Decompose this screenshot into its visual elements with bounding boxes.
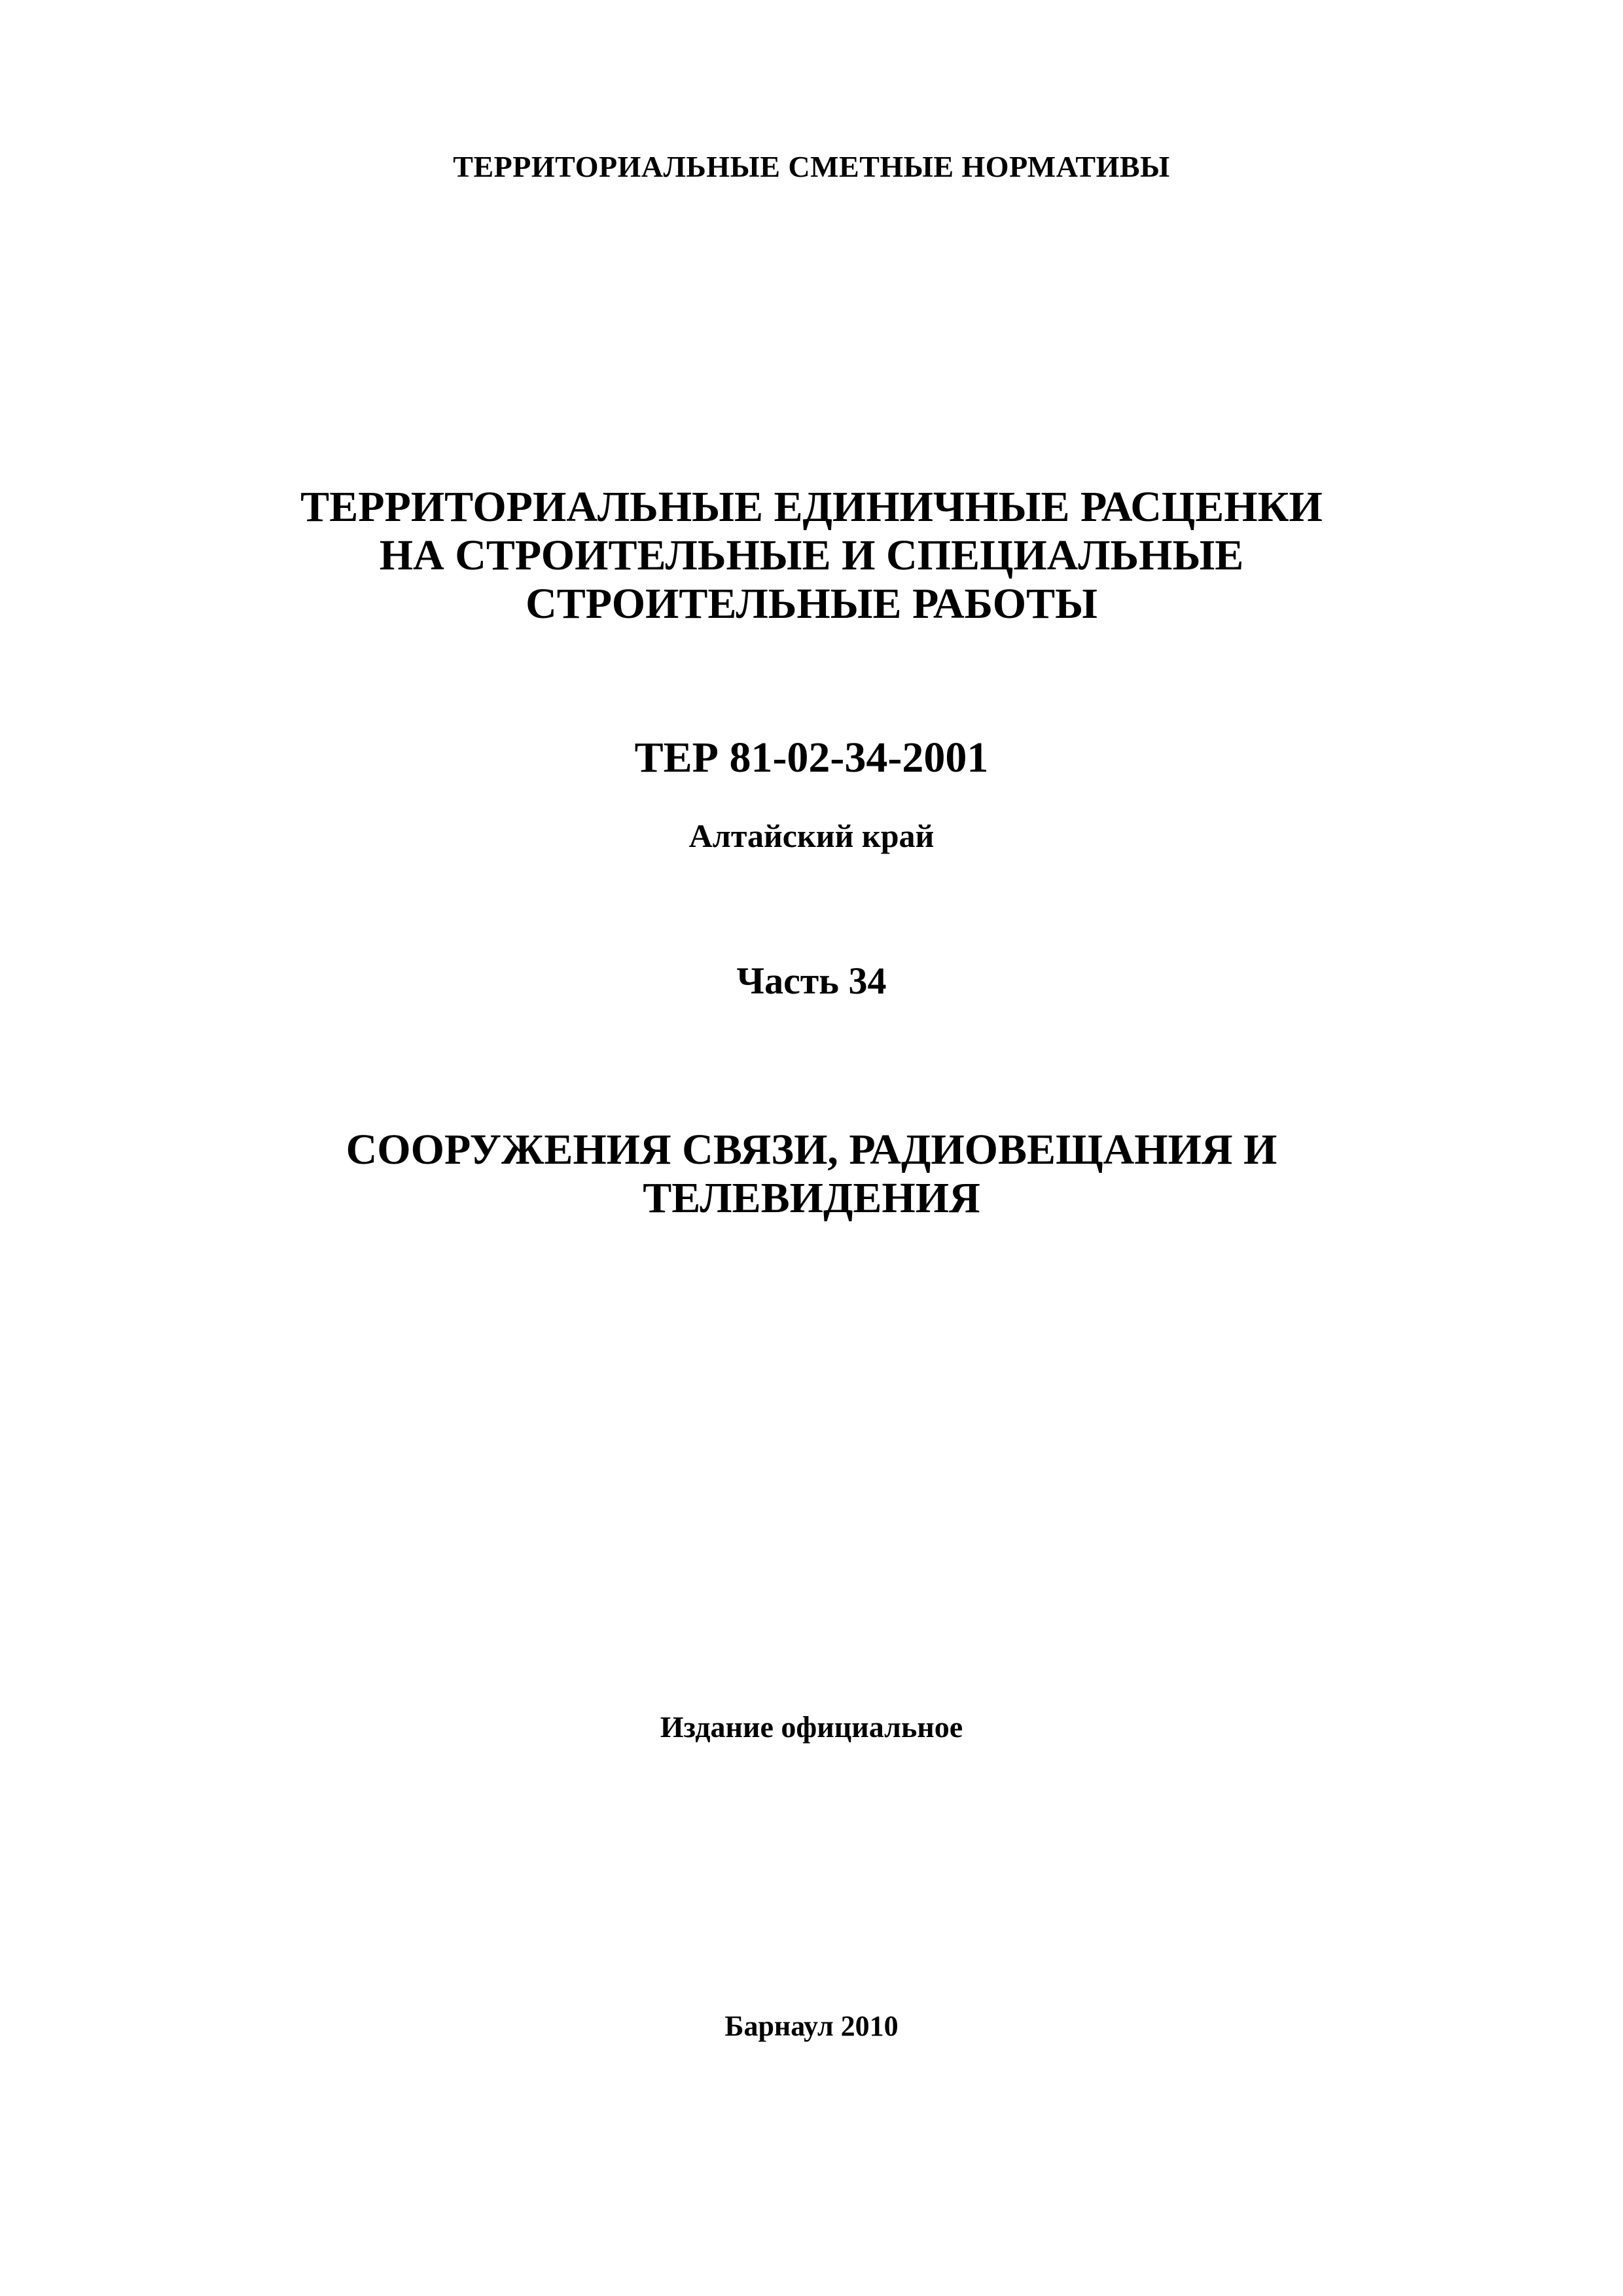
title-line: ТЕРРИТОРИАЛЬНЫЕ ЕДИНИЧНЫЕ РАСЦЕНКИ bbox=[300, 483, 1323, 531]
region-label: Алтайский край bbox=[688, 817, 935, 854]
part-number: Часть 34 bbox=[736, 960, 887, 1002]
part-title bbox=[0, 1126, 1623, 1223]
title-line: СТРОИТЕЛЬНЫЕ РАБОТЫ bbox=[526, 580, 1097, 628]
edition-label: Издание официальное bbox=[660, 1710, 963, 1744]
document-title bbox=[0, 483, 1623, 628]
title-line: НА СТРОИТЕЛЬНЫЕ И СПЕЦИАЛЬНЫЕ bbox=[379, 531, 1244, 579]
series-heading: ТЕРРИТОРИАЛЬНЫЕ СМЕТНЫЕ НОРМАТИВЫ bbox=[453, 150, 1170, 183]
document-code: ТЕР 81-02-34-2001 bbox=[634, 734, 989, 781]
city-year: Барнаул 2010 bbox=[724, 2010, 899, 2042]
part-title-line: СООРУЖЕНИЯ СВЯЗИ, РАДИОВЕЩАНИЯ И bbox=[346, 1126, 1277, 1174]
part-title-line: ТЕЛЕВИДЕНИЯ bbox=[643, 1174, 980, 1222]
